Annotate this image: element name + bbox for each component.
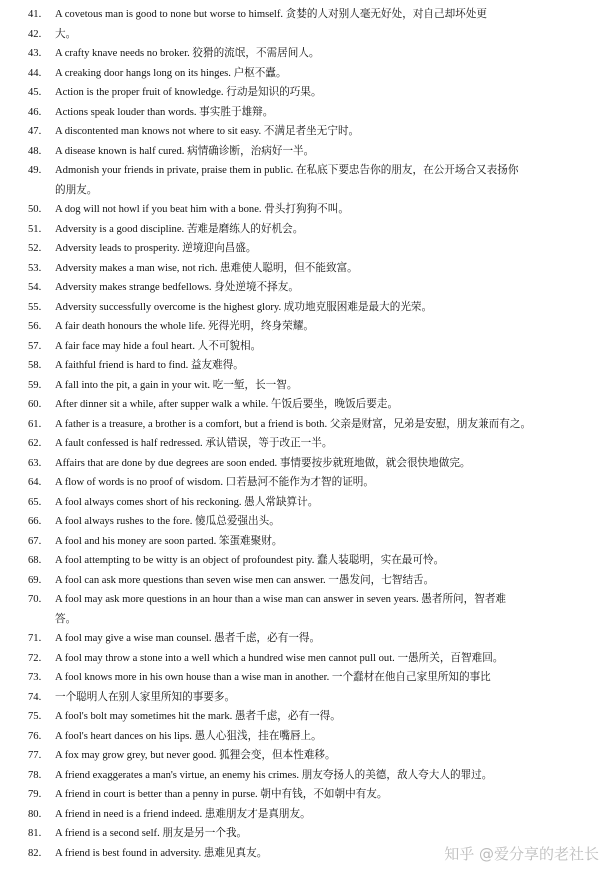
line-number: 49. (28, 165, 42, 176)
line-number: 81. (28, 828, 42, 839)
entry-text: 的朋友。 (55, 184, 98, 196)
entry-text: Adversity successfully overcome is the highest glory. 成功地克服困难是最大的光荣。 (55, 301, 433, 313)
entry-text: A fool's bolt may sometimes hit the mark. 愚者千虑，必有一得。 (55, 711, 341, 722)
entry-text: A faithful friend is hard to find. 益友难得。 (55, 360, 244, 371)
list-item (0, 239, 611, 259)
list-item (0, 44, 611, 64)
entry-text: Adversity leads to prosperity. 逆境迎向昌盛。 (55, 243, 257, 254)
entry-text: A dog will not howl if you beat him with a bone. 骨头打狗狗不叫。 (55, 204, 349, 215)
line-number: 70. (28, 594, 42, 605)
line-number: 55. (28, 301, 42, 313)
line-number: 56. (28, 321, 42, 332)
line-number: 79. (28, 789, 42, 800)
line-number: 65. (28, 496, 42, 508)
line-number: 76. (28, 730, 42, 742)
entry-text: A covetous man is good to none but worse to himself. 贪婪的人对别人毫无好处，对自己却坏处更 (55, 9, 487, 20)
entry-text: A fool may ask more questions in an hour than a wise man can answer in seven years. 愚者所问，智者难 (55, 594, 507, 605)
list-item (0, 181, 611, 201)
list-item (0, 83, 611, 103)
list-item (0, 220, 611, 240)
entry-text: Affairs that are done by due degrees are soon ended. 事情要按步就班地做，就会很快地做完。 (55, 457, 471, 469)
line-number: 57. (28, 340, 42, 352)
entry-text: A fool can ask more questions than seven wise men can answer. 一愚发问，七智结舌。 (55, 574, 435, 586)
entry-text: Actions speak louder than words. 事实胜于雄辩。 (55, 106, 274, 118)
line-number: 74. (28, 691, 42, 703)
line-number: 64. (28, 477, 42, 488)
entry-text: A crafty knave needs no broker. 狡猾的流氓，不需居间人。 (55, 48, 320, 59)
list-item (0, 473, 611, 493)
entry-text: 答。 (55, 613, 77, 625)
entry-text: Adversity is a good discipline. 苦难是磨练人的好机会。 (55, 223, 304, 235)
list-item (0, 551, 611, 571)
list-item (0, 571, 611, 591)
line-number: 60. (28, 399, 42, 410)
line-number: 67. (28, 535, 42, 547)
line-number: 62. (28, 438, 42, 449)
line-number: 47. (28, 126, 42, 137)
line-number: 45. (28, 87, 42, 98)
line-number: 53. (28, 262, 42, 274)
list-item (0, 727, 611, 747)
line-number: 75. (28, 711, 42, 722)
entry-text: A fault confessed is half redressed. 承认错误，等于改正一半。 (55, 438, 333, 449)
list-item (0, 746, 611, 766)
entry-text: A fox may grow grey, but never good. 狐狸会变，但本性难移。 (55, 750, 336, 761)
line-number: 50. (28, 204, 42, 215)
list-item (0, 5, 611, 25)
line-number: 58. (28, 360, 42, 371)
list-item (0, 629, 611, 649)
list-item (0, 824, 611, 844)
list-item (0, 707, 611, 727)
line-number: 61. (28, 418, 42, 430)
list-item (0, 103, 611, 123)
list-item (0, 434, 611, 454)
entry-text: A father is a treasure, a brother is a comfort, but a friend is both. 父亲是财富，兄弟是安慰，朋友兼而有之。 (55, 418, 532, 430)
line-number: 44. (28, 67, 42, 79)
document-body (0, 5, 611, 863)
list-item (0, 161, 611, 181)
line-number: 80. (28, 808, 42, 820)
watermark: 知乎 @爱分享的老社长 (444, 845, 599, 863)
line-number: 66. (28, 516, 42, 527)
list-item (0, 688, 611, 708)
list-item (0, 376, 611, 396)
entry-text: Adversity makes strange bedfellows. 身处逆境不择友。 (55, 282, 299, 293)
line-number: 48. (28, 145, 42, 157)
line-number: 51. (28, 223, 42, 235)
entry-text: 大。 (55, 28, 77, 40)
list-item (0, 532, 611, 552)
line-number: 82. (28, 847, 42, 859)
entry-text: A fair face may hide a foul heart. 人不可貌相。 (55, 340, 262, 352)
line-number: 46. (28, 106, 42, 118)
entry-text: A fool attempting to be witty is an object of profoundest pity. 蠢人装聪明，实在最可怜。 (55, 555, 445, 566)
list-item (0, 493, 611, 513)
line-number: 63. (28, 457, 42, 469)
list-item (0, 298, 611, 318)
entry-text: A discontented man knows not where to sit easy. 不满足者坐无宁时。 (55, 126, 360, 137)
list-item (0, 805, 611, 825)
entry-text: A creaking door hangs long on its hinges. 户枢不蠹。 (55, 67, 287, 79)
list-item (0, 317, 611, 337)
line-number: 54. (28, 282, 42, 293)
entry-text: A fool always comes short of his reckoning. 愚人常缺算计。 (55, 496, 319, 508)
list-item (0, 610, 611, 630)
line-number: 77. (28, 750, 42, 761)
list-item (0, 142, 611, 162)
line-number: 41. (28, 9, 42, 20)
list-item (0, 122, 611, 142)
line-number: 71. (28, 633, 42, 644)
entry-text: A fair death honours the whole life. 死得光明，终身荣耀。 (55, 321, 314, 332)
list-item (0, 259, 611, 279)
entry-text: A fool may give a wise man counsel. 愚者千虑，必有一得。 (55, 633, 321, 644)
line-number: 59. (28, 379, 42, 391)
entry-text: A friend exaggerates a man's virtue, an enemy his crimes. 朋友夸扬人的美德，敌人夸大人的罪过。 (55, 769, 493, 781)
list-item (0, 668, 611, 688)
entry-text: Admonish your friends in private, praise them in public. 在私底下要忠告你的朋友，在公开场合又表扬你 (55, 165, 519, 176)
entry-text: A friend in court is better than a penny in purse. 朝中有钱，不如朝中有友。 (55, 789, 388, 800)
list-item (0, 766, 611, 786)
list-item (0, 785, 611, 805)
list-item (0, 25, 611, 45)
entry-text: A fool knows more in his own house than a wise man in another. 一个蠢材在他自己家里所知的事比 (55, 672, 491, 683)
entry-text: A flow of words is no proof of wisdom. 口若悬河不能作为才智的证明。 (55, 477, 374, 488)
list-item (0, 454, 611, 474)
entry-text: A fool may throw a stone into a well which a hundred wise men cannot pull out. 一愚所关，百智难回。 (55, 652, 504, 664)
line-number: 72. (28, 652, 42, 664)
line-number: 78. (28, 769, 42, 781)
list-item (0, 590, 611, 610)
line-number: 43. (28, 48, 42, 59)
list-item (0, 415, 611, 435)
entry-text: 一个聪明人在别人家里所知的事要多。 (55, 691, 236, 703)
entry-text: Adversity makes a man wise, not rich. 患难使人聪明，但不能致富。 (55, 262, 358, 274)
list-item (0, 337, 611, 357)
line-number: 69. (28, 574, 42, 586)
entry-text: A fall into the pit, a gain in your wit. 吃一堑，长一智。 (55, 379, 298, 391)
entry-text: A fool and his money are soon parted. 笨蛋难聚财。 (55, 535, 283, 547)
entry-text: After dinner sit a while, after supper walk a while. 午饭后要坐，晚饭后要走。 (55, 399, 399, 410)
entry-text: A friend is best found in adversity. 患难见真友。 (55, 847, 268, 859)
entry-text: A fool's heart dances on his lips. 愚人心狙浅，挂在嘴唇上。 (55, 730, 322, 742)
entry-text: A disease known is half cured. 病情确诊断，治病好一半。 (55, 145, 315, 157)
entry-text: A friend is a second self. 朋友是另一个我。 (55, 828, 248, 839)
entry-text: A friend in need is a friend indeed. 患难朋友才是真朋友。 (55, 808, 311, 820)
entry-text: A fool always rushes to the fore. 傻瓜总爱强出头。 (55, 516, 280, 527)
list-item (0, 278, 611, 298)
list-item (0, 356, 611, 376)
line-number: 73. (28, 672, 42, 683)
list-item (0, 649, 611, 669)
list-item (0, 512, 611, 532)
entry-text: Action is the proper fruit of knowledge. 行动是知识的巧果。 (55, 87, 322, 98)
list-item (0, 395, 611, 415)
line-number: 68. (28, 555, 42, 566)
line-number: 42. (28, 28, 42, 40)
list-item (0, 64, 611, 84)
list-item (0, 200, 611, 220)
line-number: 52. (28, 243, 42, 254)
